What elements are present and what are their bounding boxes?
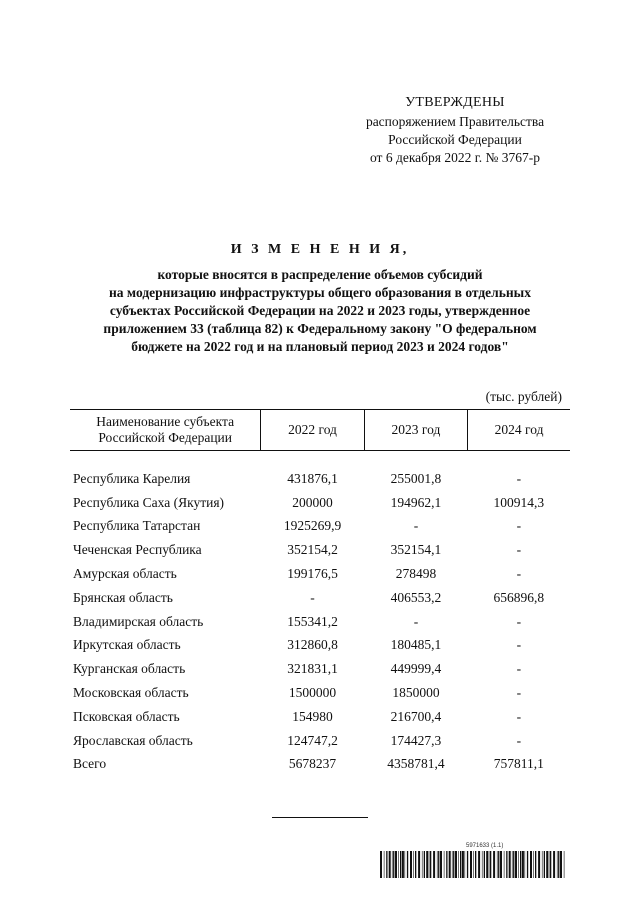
value-cell: 180485,1: [390, 637, 442, 653]
subtitle-line: субъектах Российской Федерации на 2022 и 2023 годы, утвержденное: [109, 303, 531, 318]
value-cell: -: [516, 685, 522, 701]
value-cell: 1500000: [288, 685, 337, 701]
region-name-cell: Республика Татарстан: [73, 518, 201, 534]
region-name-cell: Всего: [73, 756, 107, 772]
region-name-cell: Псковская область: [73, 708, 180, 724]
value-cell: -: [516, 566, 522, 582]
value-cell: 352154,2: [287, 542, 338, 558]
units-note: (тыс. рублей): [485, 389, 562, 404]
table-row: [70, 729, 570, 753]
value-cell: 406553,2: [390, 589, 442, 605]
value-cell: 352154,1: [390, 542, 442, 558]
value-cell: 200000: [292, 494, 333, 510]
region-name-cell: Курганская область: [73, 661, 186, 677]
value-cell: -: [310, 589, 315, 605]
subtitle-line: бюджете на 2022 год и на плановый период 2023 и 2024 годов": [131, 339, 509, 354]
header-2024: 2024 год: [468, 410, 570, 451]
value-cell: 5678237: [288, 756, 337, 772]
barcode-label: 5971633 (1.1): [466, 843, 504, 849]
value-cell: -: [516, 613, 522, 629]
subtitle-line: на модернизацию инфраструктуры общего образования в отдельных: [109, 285, 531, 300]
value-cell: 312860,8: [287, 637, 338, 653]
table-header-row: [70, 410, 570, 451]
region-name-cell: Республика Саха (Якутия): [73, 494, 225, 510]
value-cell: 1850000: [392, 685, 440, 701]
subtitle-line: которые вносятся в распределение объемов субсидий: [157, 267, 483, 282]
value-cell: 757811,1: [493, 756, 544, 772]
value-cell: -: [516, 518, 522, 534]
footer-rule: [272, 817, 368, 818]
region-name-cell: Республика Карелия: [73, 470, 191, 486]
value-cell: 154980: [292, 708, 333, 724]
document-subtitle: [60, 266, 580, 356]
table-row: [70, 681, 570, 705]
value-cell: 4358781,4: [387, 756, 445, 772]
table-row: [70, 753, 570, 777]
table-row: [70, 610, 570, 634]
region-name-cell: Иркутская область: [73, 637, 181, 653]
value-cell: -: [516, 708, 522, 724]
region-name-cell: Московская область: [73, 685, 189, 701]
value-cell: -: [516, 637, 522, 653]
header-2023: 2023 год: [364, 410, 467, 451]
table-row: [70, 538, 570, 562]
table-row: [70, 562, 570, 586]
value-cell: 255001,8: [390, 470, 442, 486]
table-row: [70, 451, 570, 491]
value-cell: 124747,2: [287, 732, 338, 748]
header-region: Наименование субъекта Российской Федерации: [70, 410, 261, 451]
value-cell: -: [516, 542, 522, 558]
approval-line-2: Российской Федерации: [388, 132, 522, 147]
value-cell: 656896,8: [493, 589, 545, 605]
approval-line-3: от 6 декабря 2022 г. № 3767-р: [369, 150, 541, 165]
value-cell: 155341,2: [287, 613, 338, 629]
value-cell: -: [413, 518, 419, 534]
approval-line-1: распоряжением Правительства: [365, 114, 545, 129]
value-cell: 100914,3: [493, 494, 545, 510]
value-cell: -: [516, 661, 522, 677]
approval-block: [330, 94, 580, 167]
table-row: [70, 515, 570, 539]
barcode-image: [380, 851, 566, 878]
value-cell: 216700,4: [390, 708, 442, 724]
value-cell: 1925269,9: [283, 518, 342, 534]
value-cell: 199176,5: [287, 566, 338, 582]
value-cell: 431876,1: [287, 470, 338, 486]
region-name-cell: Амурская область: [73, 566, 177, 582]
subtitle-line: приложением 33 (таблица 82) к Федеральному закону "О федеральном: [103, 321, 537, 336]
value-cell: -: [516, 470, 522, 486]
table-row: [70, 491, 570, 515]
region-name-cell: Брянская область: [73, 589, 173, 605]
header-2022: 2022 год: [261, 410, 364, 451]
value-cell: -: [413, 613, 419, 629]
region-name-cell: Владимирская область: [73, 613, 204, 629]
value-cell: 449999,4: [390, 661, 442, 677]
table-row: [70, 634, 570, 658]
approval-heading: УТВЕРЖДЕНЫ: [405, 95, 505, 110]
value-cell: 174427,3: [390, 732, 442, 748]
table-row: [70, 586, 570, 610]
table-row: [70, 705, 570, 729]
value-cell: 194962,1: [390, 494, 442, 510]
value-cell: 321831,1: [287, 661, 338, 677]
value-cell: 278498: [395, 566, 437, 582]
region-name-cell: Ярославская область: [73, 732, 193, 748]
document-title: И З М Е Н Е Н И Я,: [230, 242, 410, 257]
table-row: [70, 657, 570, 681]
region-name-cell: Чеченская Республика: [73, 542, 202, 558]
table-body: [70, 451, 570, 777]
subsidy-table: [70, 409, 570, 776]
value-cell: -: [516, 732, 522, 748]
